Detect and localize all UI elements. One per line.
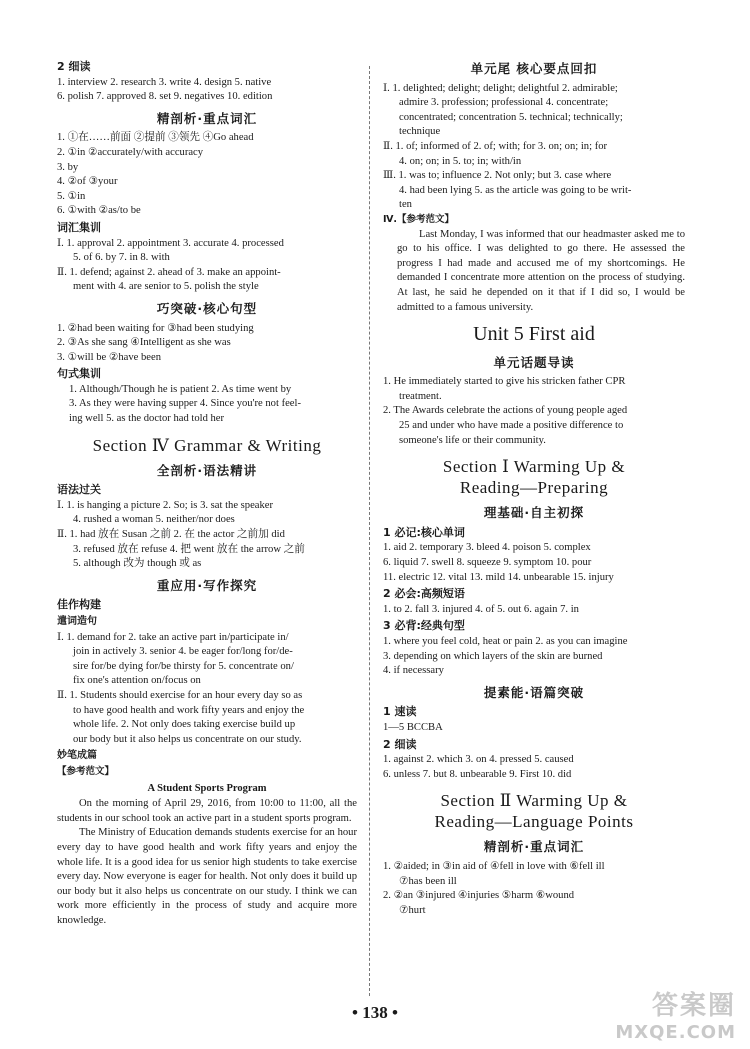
answer-line: 1. to 2. fall 3. injured 4. of 5. out 6. again 7. in	[383, 603, 579, 615]
answer-line: fix one's attention on/focus on	[73, 675, 201, 687]
page-number: • 138 •	[352, 1003, 398, 1022]
answer-line: 2. The Awards celebrate the actions of young people aged	[383, 405, 628, 417]
answer-line: 6. liquid 7. swell 8. squeeze 9. symptom 10. pour	[383, 557, 592, 569]
label-wording: 遣词造句	[57, 616, 97, 627]
section-title	[383, 456, 685, 498]
answer-line: 4. had been lying 5. as the article was going to be writ-	[399, 184, 632, 196]
heading-writing: 重应用·写作探究	[156, 577, 258, 593]
answer-line: 4. if necessary	[383, 665, 444, 677]
answer-line: 1—5 BCCBA	[383, 721, 443, 733]
answer-line: 1. He immediately started to give his stricken father CPR	[383, 376, 626, 388]
answer-line: 5. ①in	[57, 190, 86, 202]
answer-line: ⑦hurt	[399, 904, 426, 916]
answer-line: 3. by	[57, 161, 79, 173]
answer-line: whole life. 2. Not only does taking exercise build up	[73, 719, 296, 731]
answer-line: 1. ②had been waiting for ③had been studying	[57, 322, 254, 334]
label-skim: 1 速读	[383, 705, 417, 719]
section-title-line: Reading—Preparing	[459, 478, 609, 498]
answer-line: Ⅰ. 1. approval 2. appointment 3. accurate 4. processed	[57, 237, 284, 249]
answer-line: 25 and under who have made a positive difference to	[399, 420, 624, 432]
section-title: Section Ⅳ Grammar & Writing	[92, 435, 322, 455]
answer-line: ment with 4. are senior to 5. polish the style	[73, 281, 259, 293]
reference-essay-tag: Ⅳ.【参考范文】	[383, 213, 455, 225]
label-model-writing: 佳作构建	[57, 598, 101, 612]
label-grammar-check: 语法过关	[57, 483, 101, 497]
answer-line: Ⅰ. 1. is hanging a picture 2. So; is 3. sat the speaker	[57, 499, 274, 511]
heading-reading-breakthrough: 提素能·语篇突破	[483, 684, 585, 700]
answer-line: admire 3. profession; professional 4. concentrate;	[399, 97, 609, 109]
essay-paragraph: Last Monday, I was informed that our headmaster asked me to go to his office. I was delighted to go there. He assessed the progress I had made and accused me of my shortcomings. He demanded I concentrate more attention on the process of studying. At last, he said he depended on it that if I did so, I would be admitted to a famous university.	[397, 228, 685, 313]
answer-line: technique	[399, 126, 441, 138]
column-divider	[369, 66, 370, 996]
watermark-url: MXQE.COM	[615, 1022, 736, 1043]
answer-line: our body but it also helps us concentrate on our study.	[73, 733, 302, 745]
essay-paragraph: The Ministry of Education demands students exercise for an hour every day to have good health and work fifty years and enjoy the whole life. It is a good idea for us senior high students to take exercise every day. Now everyone is eager for health. Not only does it build up our body but it also helps us concentrate on our study. I think we can work more efficiently in the process of study and acquire more knowledge.	[57, 827, 357, 926]
answer-line: 5. of 6. by 7. in 8. with	[73, 252, 170, 264]
section-title-line: Section Ⅱ Warming Up &	[440, 791, 628, 811]
answer-line: Ⅰ. 1. demand for 2. take an active part in/participate in/	[57, 631, 289, 643]
label-essay: 妙笔成篇	[57, 750, 97, 762]
label-sentence-patterns: 3 必背:经典句型	[383, 619, 465, 633]
essay-title: A Student Sports Program	[147, 782, 267, 794]
watermark-text: 答案圈	[651, 991, 736, 1021]
label-phrases: 2 必会:高频短语	[383, 587, 465, 601]
answer-line: 6. ①with ②as/to be	[57, 205, 141, 217]
section-title	[383, 790, 685, 832]
answer-line: 3. refused 放在 refuse 4. 把 went 放在 the arrow 之前	[73, 543, 305, 555]
answer-line: 1. ①在……前面 ②提前 ③领先 ④Go ahead	[57, 132, 254, 144]
heading-basics: 理基础·自主初探	[483, 505, 585, 521]
answer-line: 1. ②aided; in ③in aid of ④fell in love with ⑥fell ill	[383, 860, 605, 872]
essay-paragraph: On the morning of April 29, 2016, from 10:00 to 11:00, all the students in our school took an active part in a student sports program.	[57, 798, 357, 824]
answer-line: 1. Although/Though he is patient 2. As time went by	[69, 383, 292, 395]
answer-line: treatment.	[399, 390, 442, 402]
answer-line: join in actively 3. senior 4. be eager for/long for/de-	[73, 646, 293, 658]
section-title-line: Reading—Language Points	[434, 812, 634, 832]
answer-line: 6. unless 7. but 8. unbearable 9. First 10. did	[383, 768, 572, 780]
heading-grammar: 全剖析·语法精讲	[156, 462, 258, 478]
answer-line: Ⅲ. 1. was to; influence 2. Not only; but 3. case where	[383, 170, 612, 182]
answer-line: 1. interview 2. research 3. write 4. design 5. native	[57, 76, 272, 88]
answer-line: 5. although 改为 though 或 as	[73, 558, 202, 570]
label-core-words: 1 必记:核心单词	[383, 525, 465, 539]
answer-line: 3. As they were having supper 4. Since you're not feel-	[69, 398, 301, 410]
answer-line: 4. ②of ③your	[57, 176, 118, 188]
answer-line: 1. against 2. which 3. on 4. pressed 5. caused	[383, 754, 574, 766]
answer-line: 1. where you feel cold, heat or pain 2. as you can imagine	[383, 636, 628, 647]
answer-line: 2. ①in ②accurately/with accuracy	[57, 146, 204, 158]
answer-line: ⑦has been ill	[399, 875, 457, 887]
answer-line: Ⅱ. 1. defend; against 2. ahead of 3. make an appoint-	[57, 266, 281, 278]
answer-line: 4. on; on; in 5. to; in; with/in	[399, 155, 522, 167]
heading-key-vocabulary: 精剖析·重点词汇	[483, 839, 585, 855]
answer-line: Ⅱ. 1. of; informed of 2. of; with; for 3. on; on; in; for	[383, 140, 608, 152]
label-detail-reading: 2 细读	[383, 737, 417, 751]
heading-core-sentences: 巧突破·核心句型	[156, 300, 258, 316]
answer-line: Ⅱ. 1. Students should exercise for an hour every day so as	[57, 689, 303, 701]
left-column	[57, 58, 357, 928]
answer-line: concentrated; concentration 5. technical; technically;	[399, 111, 623, 123]
answer-line: 6. polish 7. approved 8. set 9. negatives 10. edition	[57, 91, 273, 103]
label-sentence-drill: 句式集训	[57, 367, 101, 381]
right-column	[383, 58, 685, 918]
label-detail-reading: 2 细读	[57, 60, 91, 73]
section-title-line: Section Ⅰ Warming Up &	[442, 457, 626, 477]
answer-line: 2. ②an ③injured ④injuries ⑤harm ⑥wound	[383, 890, 575, 902]
answer-line: 1. aid 2. temporary 3. bleed 4. poison 5. complex	[383, 542, 591, 554]
heading-key-vocabulary: 精剖析·重点词汇	[156, 110, 258, 126]
answer-line: 3. ①will be ②have been	[57, 351, 162, 363]
answer-line: to have good health and work fifty years and enjoy the	[73, 704, 305, 716]
unit-title: Unit 5 First aid	[473, 323, 595, 346]
answer-line: someone's life or their community.	[399, 434, 546, 446]
heading-unit-review: 单元尾 核心要点回扣	[470, 61, 598, 76]
answer-line: 2. ③As she sang ④Intelligent as she was	[57, 337, 231, 349]
heading-topic-guide: 单元话题导读	[493, 354, 575, 370]
answer-line: Ⅱ. 1. had 放在 Susan 之前 2. 在 the actor 之前加 did	[57, 529, 285, 541]
answer-line: ing well 5. as the doctor had told her	[69, 413, 225, 425]
answer-line: sire for/be dying for/be thirsty for 5. concentrate on/	[73, 660, 294, 672]
answer-line: 3. depending on which layers of the skin are burned	[383, 650, 603, 662]
reference-essay-tag: 【参考范文】	[57, 765, 115, 777]
answer-line: Ⅰ. 1. delighted; delight; delight; delightful 2. admirable;	[383, 82, 618, 94]
answer-line: 4. rushed a woman 5. neither/nor does	[73, 514, 235, 526]
label-vocab-drill: 词汇集训	[57, 220, 101, 234]
answer-line: ten	[399, 199, 412, 211]
answer-line: 11. electric 12. vital 13. mild 14. unbearable 15. injury	[383, 571, 614, 583]
watermark-logo	[615, 985, 736, 1043]
